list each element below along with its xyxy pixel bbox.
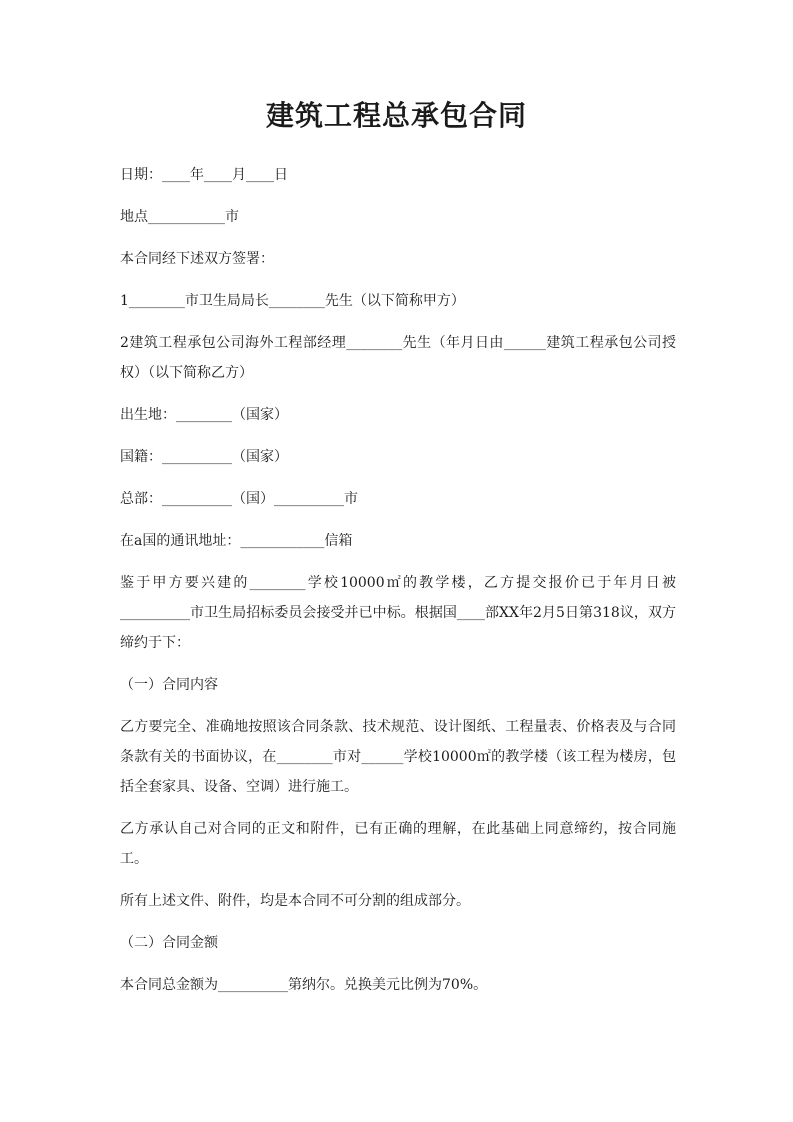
document-body: [120, 160, 676, 1012]
signing-intro: 本合同经下述双方签署：: [120, 251, 274, 267]
nationality-line: 国籍：__________（国家）: [120, 449, 288, 465]
recital-paragraph: 鉴于甲方要兴建的________学校10000㎡的教学楼，乙方提交报价已于年月日被__________市卫生局招标委员会接受并已中标。根据国____部XX年2月5日第318议，双方缔约于下：: [120, 575, 676, 651]
headquarters-line: 总部：__________（国）__________市: [120, 491, 358, 507]
amount-paragraph: 本合同总金额为__________第纳尔。兑换美元比例为70%。: [120, 977, 488, 993]
contents-paragraph-1: 乙方要完全、准确地按照该合同条款、技术规范、设计图纸、工程量表、价格表及与合同条款有关的书面协议，在________市对______学校10000㎡的教学楼（该工程为楼房，包括全套家具、设备、空调）进行施工。: [120, 719, 676, 795]
location-line: 地点___________市: [120, 209, 239, 225]
party-a-line: 1________市卫生局局长________先生（以下简称甲方）: [120, 293, 465, 309]
contents-paragraph-3: 所有上述文件、附件，均是本合同不可分割的组成部分。: [120, 893, 470, 909]
contents-paragraph-2: 乙方承认自己对合同的正文和附件，已有正确的理解，在此基础上同意缔约，按合同施工。: [120, 821, 676, 867]
party-b-line: 2建筑工程承包公司海外工程部经理________先生（年月日由______建筑工程承包公司授权）（以下简称乙方）: [120, 335, 676, 381]
section-heading-contents: （一）合同内容: [120, 677, 218, 693]
date-line: 日期：____年____月____日: [120, 167, 288, 183]
birthplace-line: 出生地：________（国家）: [120, 407, 288, 423]
mailing-address-line: 在a国的通讯地址：____________信箱: [120, 533, 353, 549]
document-title: 建筑工程总承包合同: [265, 99, 527, 132]
section-heading-amount: （二）合同金额: [120, 935, 218, 951]
